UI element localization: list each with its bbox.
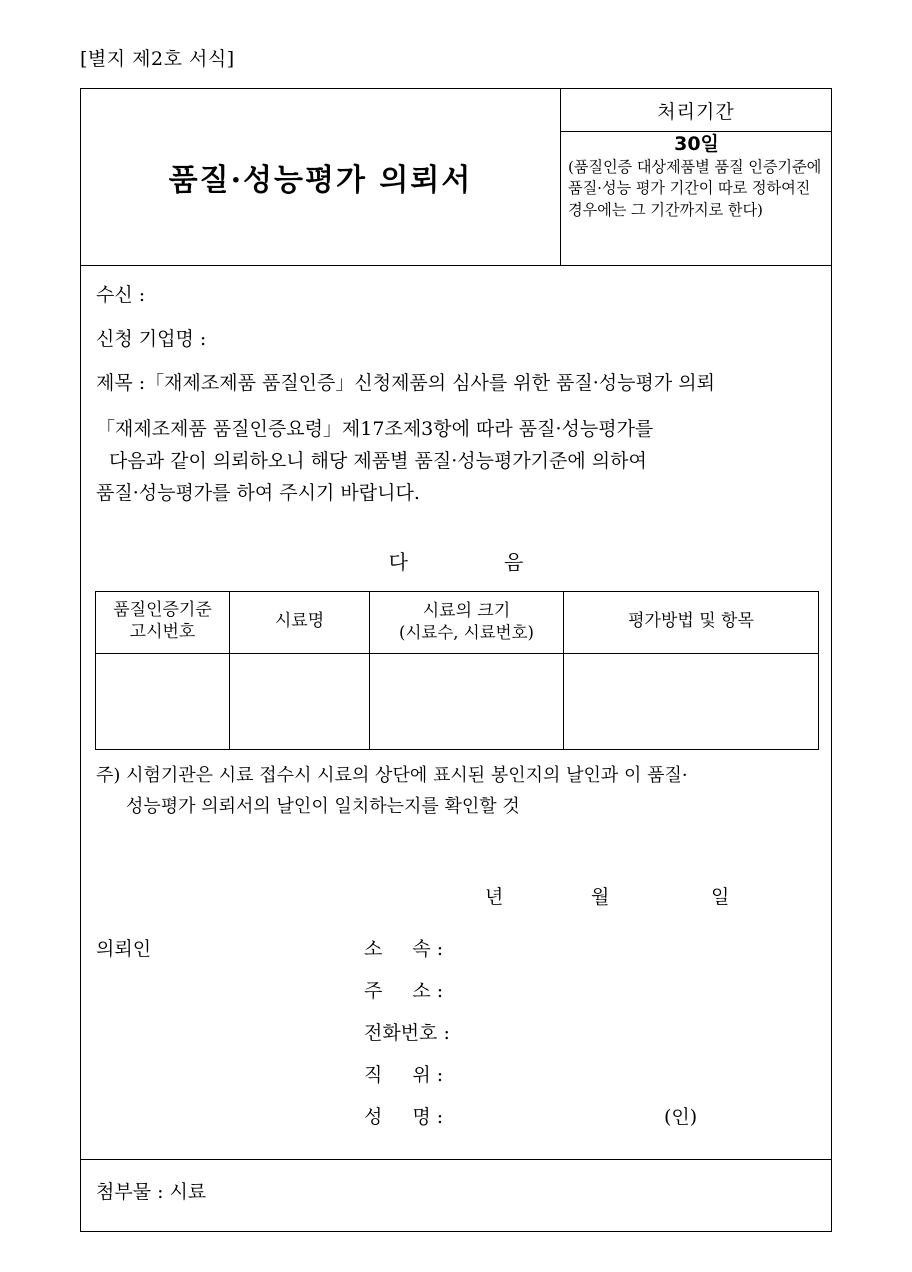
table-header-cert-number xyxy=(96,592,230,654)
table-header-sample-size-line1: 시료의 크기 xyxy=(422,600,511,621)
processing-period-header: 처리기간 xyxy=(561,89,831,132)
page-title: 품질·성능평가 의뢰서 xyxy=(168,163,473,198)
processing-period-note: (품질인증 대상제품별 품질 인증기준에 품질·성능 평가 기간이 따로 정하여진 경우에는 그 기간까지로 한다) xyxy=(568,157,822,219)
section-heading-left: 다 xyxy=(388,550,408,574)
table-header-cert-number-line2: 고시번호 xyxy=(129,622,196,642)
requester-label: 의뢰인 xyxy=(96,938,152,960)
form-label: [별지 제2호 서식] xyxy=(80,48,235,70)
body-area xyxy=(81,266,831,1159)
table-header-method-items xyxy=(564,592,819,654)
applicant-company-label: 신청 기업명 : xyxy=(96,328,207,350)
attachment-label: 첨부물 : 시료 xyxy=(96,1181,207,1203)
field-row-address xyxy=(364,976,470,1018)
title-cell xyxy=(81,89,560,265)
requester-fields xyxy=(364,934,698,1144)
date-month-label: 월 xyxy=(591,886,610,908)
section-heading xyxy=(81,546,831,575)
processing-period-cell xyxy=(560,89,831,265)
footer-row xyxy=(81,1159,831,1231)
request-paragraph-line1: 「재제조제품 품질인증요령」제17조제3항에 따라 품질·성능평가를 xyxy=(96,418,654,440)
field-row-name xyxy=(364,1102,698,1144)
processing-period-days: 30일 xyxy=(674,133,719,155)
field-label-position: 직 위 : xyxy=(364,1064,444,1086)
field-label-address: 주 소 : xyxy=(364,980,444,1002)
evaluation-table xyxy=(95,591,819,750)
field-row-phone xyxy=(364,1018,470,1060)
field-label-phone: 전화번호 : xyxy=(364,1022,450,1044)
request-paragraph-line3: 품질·성능평가를 하여 주시기 바랍니다. xyxy=(96,481,420,504)
processing-period-body xyxy=(561,132,831,222)
table-header-method-items-line1: 평가방법 및 항목 xyxy=(628,611,754,632)
table-cell-method-items[interactable] xyxy=(564,654,819,750)
title-band xyxy=(81,89,831,266)
table-cell-sample-size[interactable] xyxy=(370,654,564,750)
recipient-label: 수신 : xyxy=(96,284,146,306)
table-header-row xyxy=(96,592,819,654)
table-header-sample-size xyxy=(370,592,564,654)
field-row-position xyxy=(364,1060,470,1102)
table-header-cert-number-line1: 품질인증기준 xyxy=(113,600,212,621)
seal-mark: (인) xyxy=(664,1106,698,1128)
form-frame xyxy=(80,88,832,1232)
footnote xyxy=(96,761,820,823)
table-header-sample-size-line2: (시료수, 시료번호) xyxy=(399,623,534,643)
table-cell-sample-name[interactable] xyxy=(230,654,370,750)
table-header-sample-name-line1: 시료명 xyxy=(274,611,325,632)
request-paragraph-line2: 다음과 같이 의뢰하오니 해당 제품별 품질·성능평가기준에 의하여 xyxy=(109,449,647,472)
footnote-line2: 성능평가 의뢰서의 날인이 일치하는지를 확인할 것 xyxy=(126,795,520,817)
section-heading-right: 음 xyxy=(504,550,524,574)
date-day-label: 일 xyxy=(711,886,730,908)
field-label-name: 성 명 : xyxy=(364,1106,444,1128)
footnote-line1: 주) 시험기관은 시료 접수시 시료의 상단에 표시된 봉인지의 날인과 이 품질· xyxy=(96,765,688,786)
field-label-affiliation: 소 속 : xyxy=(364,938,444,960)
table-cell-cert-number[interactable] xyxy=(96,654,230,750)
date-year-label: 년 xyxy=(485,886,504,908)
subject-label: 제목 :「재제조제품 품질인증」신청제품의 심사를 위한 품질·성능평가 의뢰 xyxy=(96,372,715,394)
table-row xyxy=(96,654,819,750)
field-row-affiliation xyxy=(364,934,470,976)
table-header-sample-name xyxy=(230,592,370,654)
request-paragraph xyxy=(96,414,818,510)
